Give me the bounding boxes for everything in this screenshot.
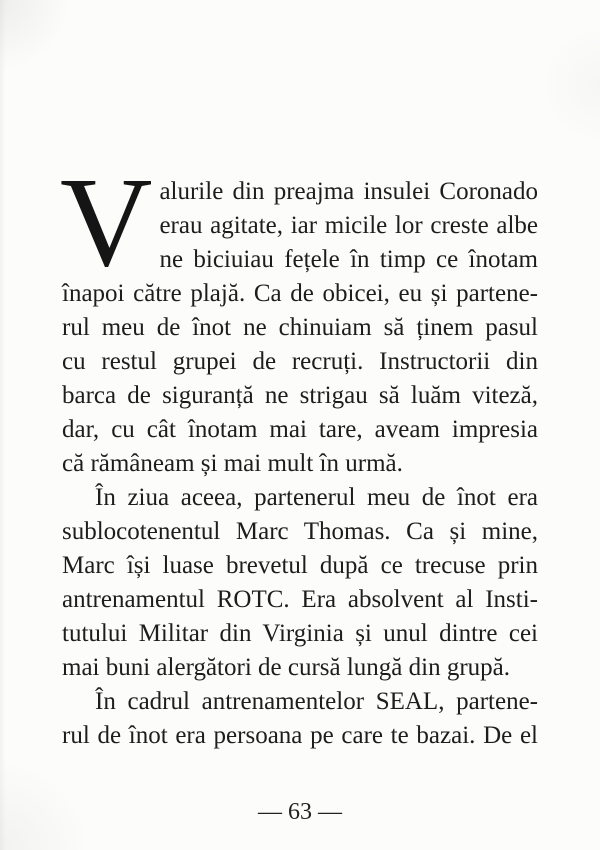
text-line: antrenamentul ROTC. Era absolvent al Insti-: [62, 586, 538, 613]
text-line: În cadrul antrenamentelor SEAL, partene-: [95, 688, 538, 715]
text-line: alurile din preajma insulei Coronado: [159, 178, 538, 205]
text-line: erau agitate, iar micile lor creste albe: [159, 212, 538, 239]
text-line: rul meu de înot ne chinuiam să ținem pasul: [62, 314, 538, 341]
text-line: că rămâneam și mai mult în urmă.: [62, 450, 403, 477]
body-text: [60, 151, 538, 753]
text-line: barca de siguranță ne strigau să luăm viteză,: [62, 382, 538, 409]
text-line: tutului Militar din Virginia și unul dintre cei: [62, 620, 538, 647]
text-line: înapoi către plajă. Ca de obicei, eu și partene-: [62, 280, 538, 307]
text-line: Marc își luase brevetul după ce trecuse prin: [62, 552, 538, 579]
text-line: ne biciuiau fețele în timp ce înotam: [159, 246, 538, 273]
text-line: În ziua aceea, partenerul meu de înot era: [95, 484, 538, 511]
drop-cap-letter: V: [60, 151, 153, 293]
text-line: mai buni alergători de cursă lungă din grupă.: [62, 654, 511, 681]
text-line: rul de înot era persoana pe care te bazai. De el: [62, 722, 538, 749]
page-number: — 63 —: [258, 799, 342, 825]
text-line: sublocotenentul Marc Thomas. Ca și mine,: [62, 518, 538, 545]
text-line: dar, cu cât înotam mai tare, aveam impresia: [62, 416, 538, 443]
text-line: cu restul grupei de recruți. Instructorii din: [62, 348, 538, 375]
